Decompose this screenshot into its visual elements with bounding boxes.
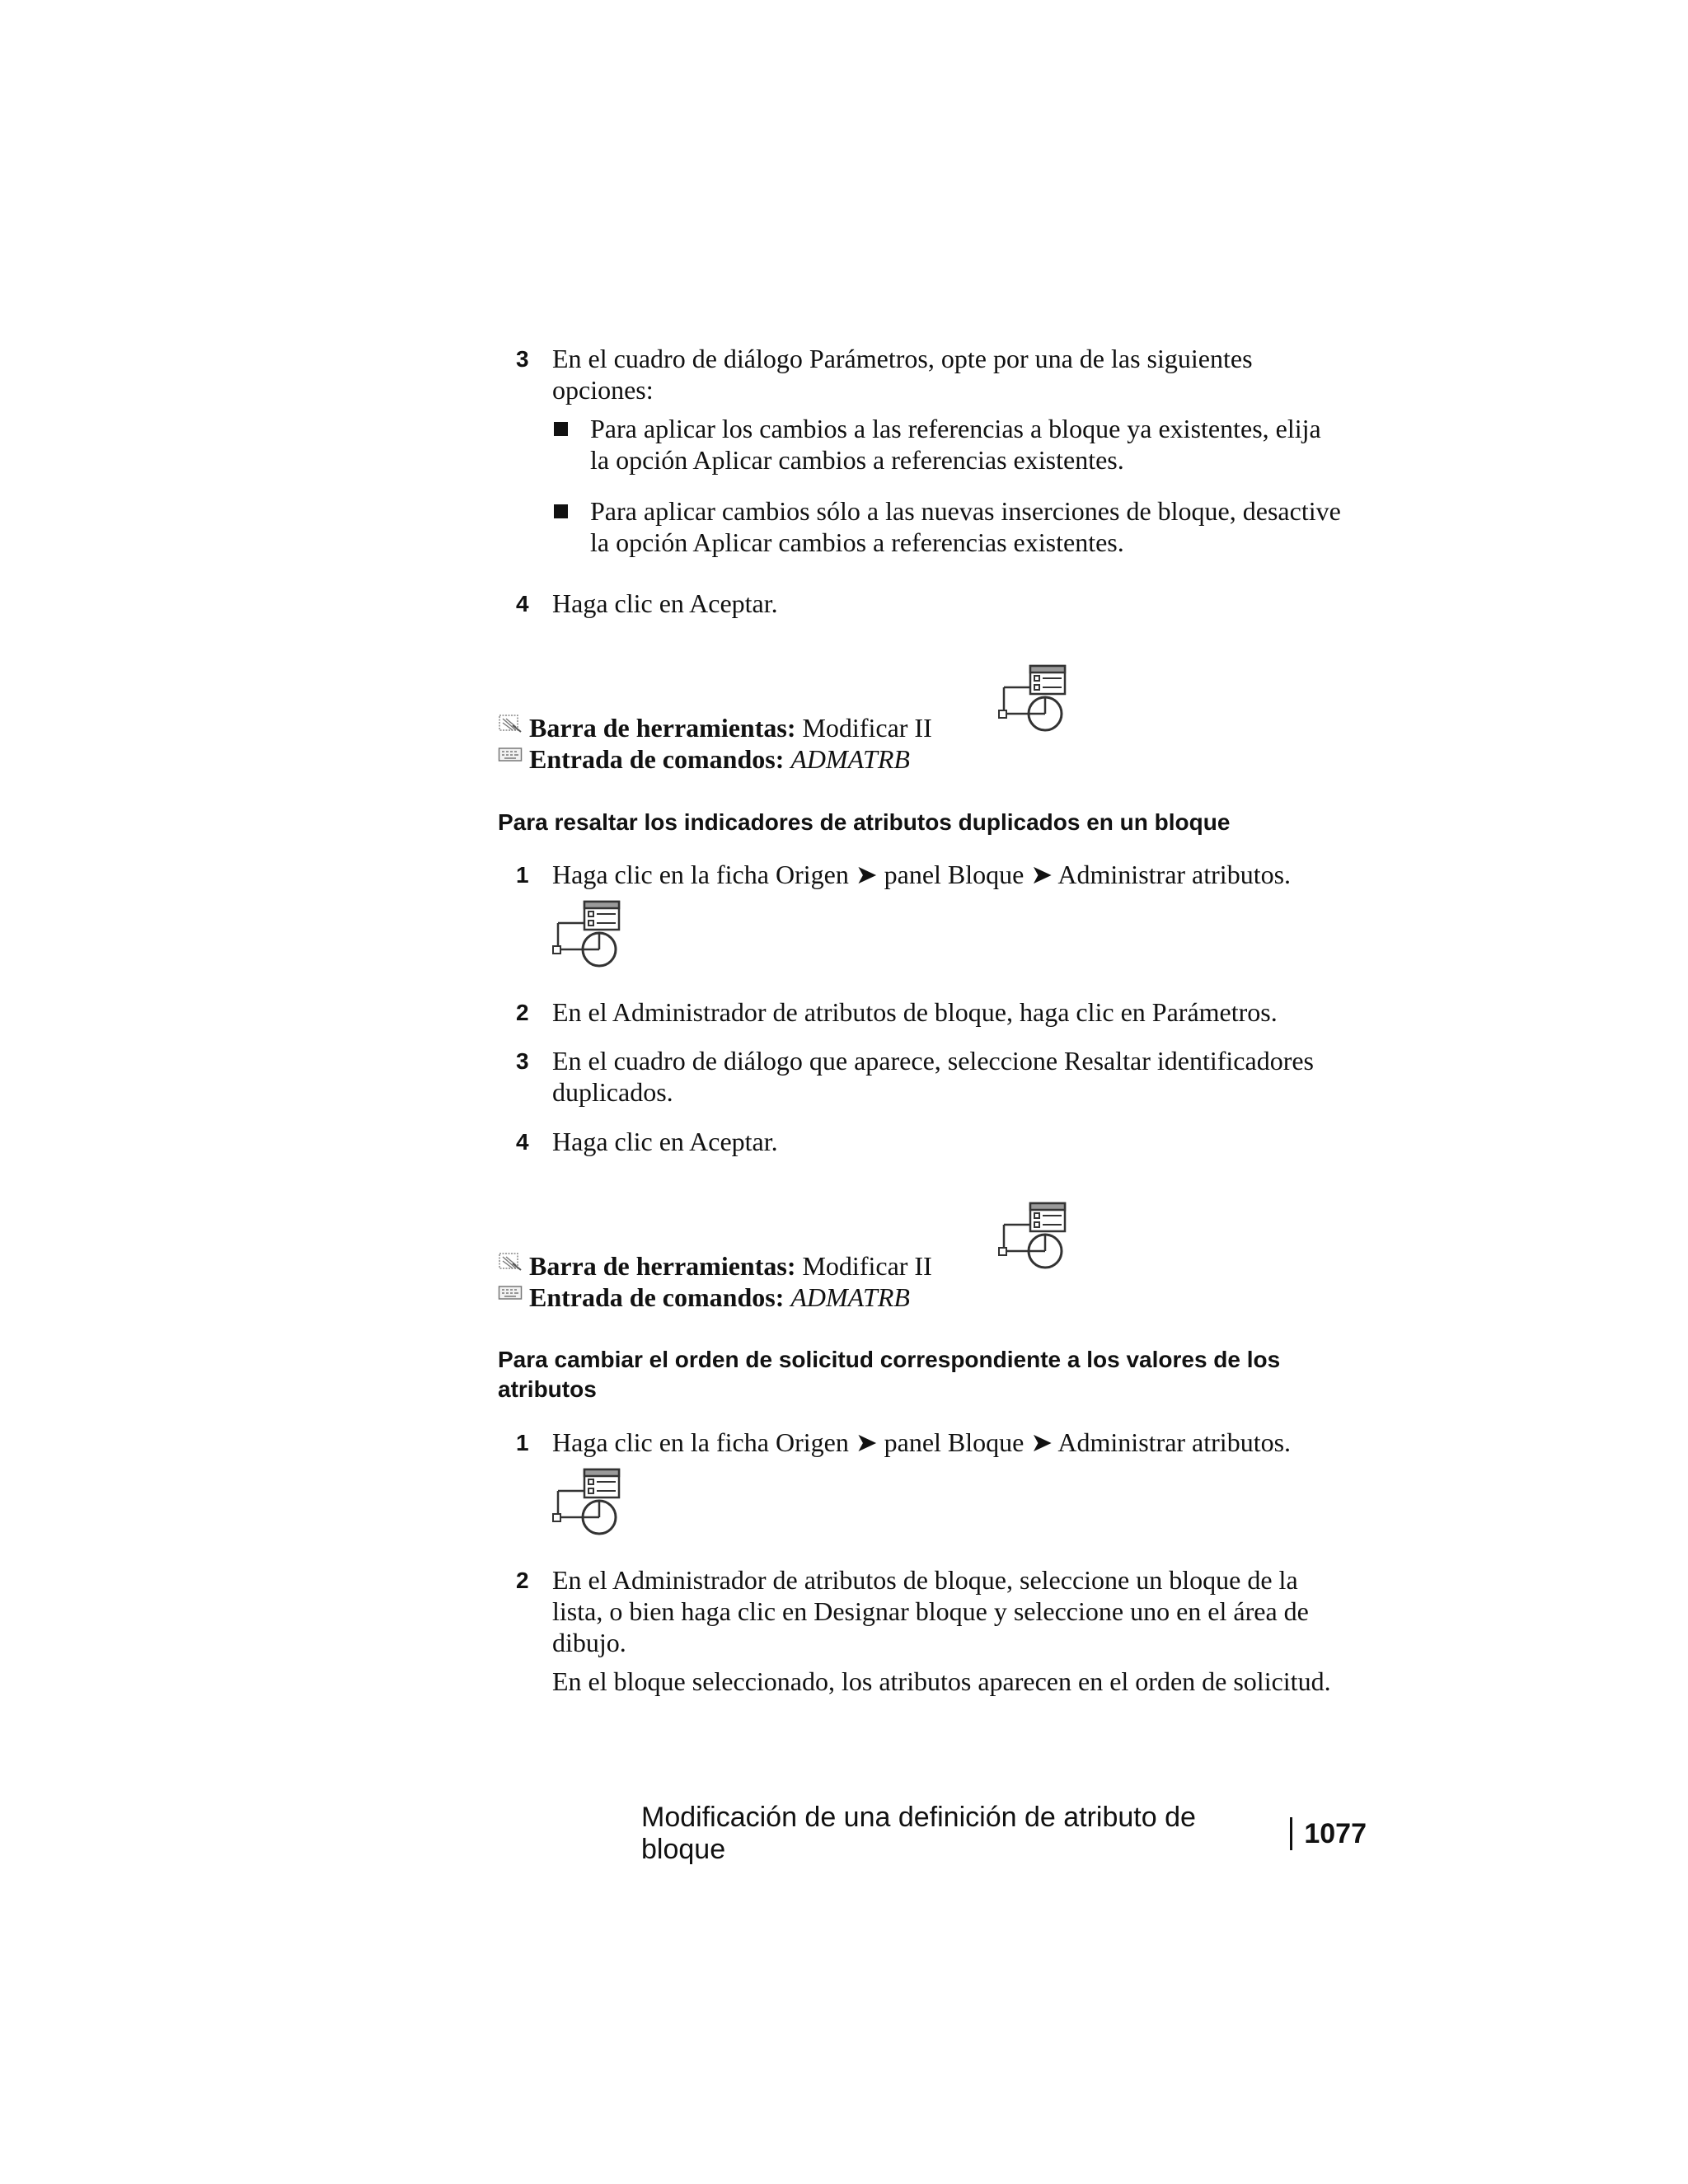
- bullet-text-line: Para aplicar los cambios a las referencias a bloque ya existentes, elija: [590, 414, 1321, 443]
- block-attribute-manager-icon[interactable]: [550, 1466, 624, 1540]
- toolbar-label: Barra de herramientas:: [529, 713, 796, 743]
- keyboard-icon: [498, 747, 523, 763]
- command-value: ADMATRB: [790, 744, 910, 774]
- section-heading: [498, 1345, 1388, 1404]
- step-text-line: dibujo.: [552, 1628, 626, 1657]
- step-text-line: En el Administrador de atributos de bloque, seleccione un bloque de la: [552, 1565, 1298, 1595]
- step-text-line: opciones:: [552, 375, 654, 405]
- step-number: 3: [516, 1048, 529, 1074]
- keyboard-icon: [498, 1285, 523, 1301]
- toolbar-label: Barra de herramientas:: [529, 1251, 796, 1281]
- toolbar-icon: [498, 1252, 523, 1272]
- step-number: 2: [516, 1568, 529, 1593]
- heading-line: Para cambiar el orden de solicitud correspondiente a los valores de los: [498, 1347, 1281, 1372]
- step-text: Haga clic en Aceptar.: [552, 588, 778, 618]
- toolbar-value: Modificar II: [802, 1251, 932, 1281]
- step-text: [552, 343, 1418, 405]
- command-reference: [529, 1282, 910, 1313]
- page-footer: [641, 1802, 1367, 1865]
- step-text-line: En el cuadro de diálogo que aparece, seleccione Resaltar identificadores: [552, 1046, 1314, 1076]
- footer-title: Modificación de una definición de atributo de bloque: [641, 1802, 1196, 1865]
- step-text: Haga clic en la ficha Origen ➤ panel Bloque ➤ Administrar atributos.: [552, 860, 1292, 889]
- step-note: En el bloque seleccionado, los atributos aparecen en el orden de solicitud.: [552, 1666, 1331, 1696]
- section-heading: Para resaltar los indicadores de atributos duplicados en un bloque: [498, 809, 1231, 835]
- page-number: 1077: [1304, 1817, 1367, 1849]
- bullet-item: [590, 495, 1456, 558]
- step-number: 2: [516, 1000, 529, 1025]
- step-number: 4: [516, 1129, 529, 1155]
- command-label: Entrada de comandos:: [529, 744, 785, 774]
- command-reference: [529, 743, 910, 775]
- command-label: Entrada de comandos:: [529, 1282, 785, 1312]
- block-attribute-manager-icon[interactable]: [996, 663, 1070, 737]
- step-text-line: En el cuadro de diálogo Parámetros, opte por una de las siguientes: [552, 344, 1253, 373]
- block-attribute-manager-icon[interactable]: [550, 898, 624, 972]
- step-number: 1: [516, 862, 529, 888]
- bullet-square-icon: [554, 422, 568, 436]
- step-number: 1: [516, 1430, 529, 1455]
- bullet-text-line: la opción Aplicar cambios a referencias existentes.: [590, 445, 1124, 475]
- bullet-item: [590, 413, 1456, 476]
- heading-line: atributos: [498, 1376, 597, 1402]
- step-text: En el Administrador de atributos de bloque, haga clic en Parámetros.: [552, 997, 1278, 1027]
- toolbar-icon: [498, 714, 523, 733]
- step-text: [552, 1045, 1418, 1108]
- footer-divider: [1290, 1817, 1292, 1850]
- command-value: ADMATRB: [790, 1282, 910, 1312]
- bullet-text-line: la opción Aplicar cambios a referencias existentes.: [590, 527, 1124, 557]
- bullet-text-line: Para aplicar cambios sólo a las nuevas inserciones de bloque, desactive: [590, 496, 1341, 526]
- step-text: Haga clic en Aceptar.: [552, 1127, 778, 1156]
- step-text: Haga clic en la ficha Origen ➤ panel Bloque ➤ Administrar atributos.: [552, 1427, 1292, 1457]
- toolbar-reference: [529, 712, 932, 743]
- step-text-line: lista, o bien haga clic en Designar bloque y seleccione uno en el área de: [552, 1596, 1309, 1626]
- step-number: 3: [516, 346, 529, 372]
- step-number: 4: [516, 591, 529, 616]
- bullet-square-icon: [554, 504, 568, 518]
- toolbar-value: Modificar II: [802, 713, 932, 743]
- block-attribute-manager-icon[interactable]: [996, 1200, 1070, 1274]
- step-text-line: duplicados.: [552, 1077, 673, 1107]
- step-text: [552, 1564, 1418, 1658]
- toolbar-reference: [529, 1250, 932, 1282]
